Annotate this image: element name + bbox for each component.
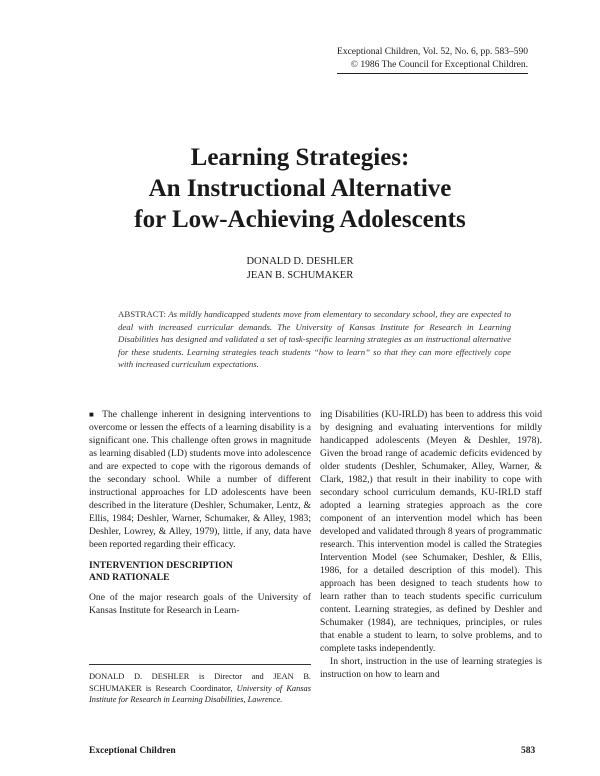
author-footnote [89,664,311,706]
abstract [118,308,511,371]
paragraph-4: In short, instruction in the use of learning strategies is instruction on how to learn and [320,656,542,680]
journal-header [337,46,528,74]
abstract-label: ABSTRACT: [118,309,166,319]
footnote-authors: DONALD D. DESHLER is Director and JEAN B. SCHUMAKER is Research Coordinator, [89,672,311,693]
author-1: DONALD D. DESHLER [246,256,354,267]
section-heading-line-2: AND RATIONALE [89,572,170,583]
title-line-2: An Instructional Alternative [148,175,452,202]
author-list [0,255,600,283]
journal-citation: Exceptional Children, Vol. 52, No. 6, pp. 583–590 [337,47,528,57]
abstract-text: As mildly handicapped students move from elementary to secondary school, they are expected to deal with increased curricular demands. The University of Kansas Institute for Research in Learning Disabilities has designed and validated a set of task-specific learning strategies as an instructional alternative for these students. Learning strategies teach students “how to learn” so that they can more effectively cope with increased curriculum expectations. [118,309,511,369]
author-2: JEAN B. SCHUMAKER [246,270,354,281]
left-column [89,408,311,617]
section-heading-line-1: INTERVENTION DESCRIPTION [89,560,233,571]
article-title [0,142,600,235]
paragraph-1 [89,408,311,551]
section-heading [89,560,311,584]
page-number: 583 [521,746,536,756]
title-line-3: for Low-Achieving Adolescents [134,206,466,233]
right-column [320,408,542,681]
copyright-line: © 1986 The Council for Exceptional Children. [337,59,528,74]
footer-journal-name: Exceptional Children [89,746,176,756]
paragraph-2: One of the major research goals of the University of Kansas Institute for Research in Learn- [89,592,311,616]
paragraph-3: ing Disabilities (KU-IRLD) has been to address this void by designing and evaluating interventions for mildly handicapped adolescents (Meyen & Deshler, 1978). Given the broad range of academic deficits evidenced by older students (Deshler, Schumaker, Alley, Warner, & Clark, 1982,) that result in their inability to cope with secondary school curriculum demands, KU-IRLD staff adopted a learning strategies approach as the core component of an intervention model which has been developed and validated through 8 years of programmatic research. This intervention model is called the Strategies Intervention Model (see Schumaker, Deshler, & Ellis, 1986, for a detailed description of this model). This approach has been designed to teach students how to learn rather than to teach students specific curriculum content. Learning strategies, as defined by Deshler and Schumaker (1984), are techniques, principles, or rules that enable a student to learn, to solve problems, and to complete tasks independently. [320,409,542,654]
footnote-affiliation: University of Kansas Institute for Research in Learning Disabilities, Lawrence. [89,683,311,704]
title-line-1: Learning Strategies: [190,144,410,171]
bullet-icon: ■ [89,410,96,419]
paragraph-1-text: The challenge inherent in designing interventions to overcome or lessen the effects of a learning disability is a significant one. This challenge often grows in magnitude as learning disabled (LD) students move into adolescence and are expected to cope with the rigorous demands of the secondary school. While a number of different instructional approaches for LD adolescents have been described in the literature (Deshler, Schumaker, Lentz, & Ellis, 1984; Deshler, Warner, Schumaker, & Alley, 1983; Deshler, Lowrey, & Alley, 1979), little, if any, data have been reported regarding their efficacy. [89,409,311,550]
